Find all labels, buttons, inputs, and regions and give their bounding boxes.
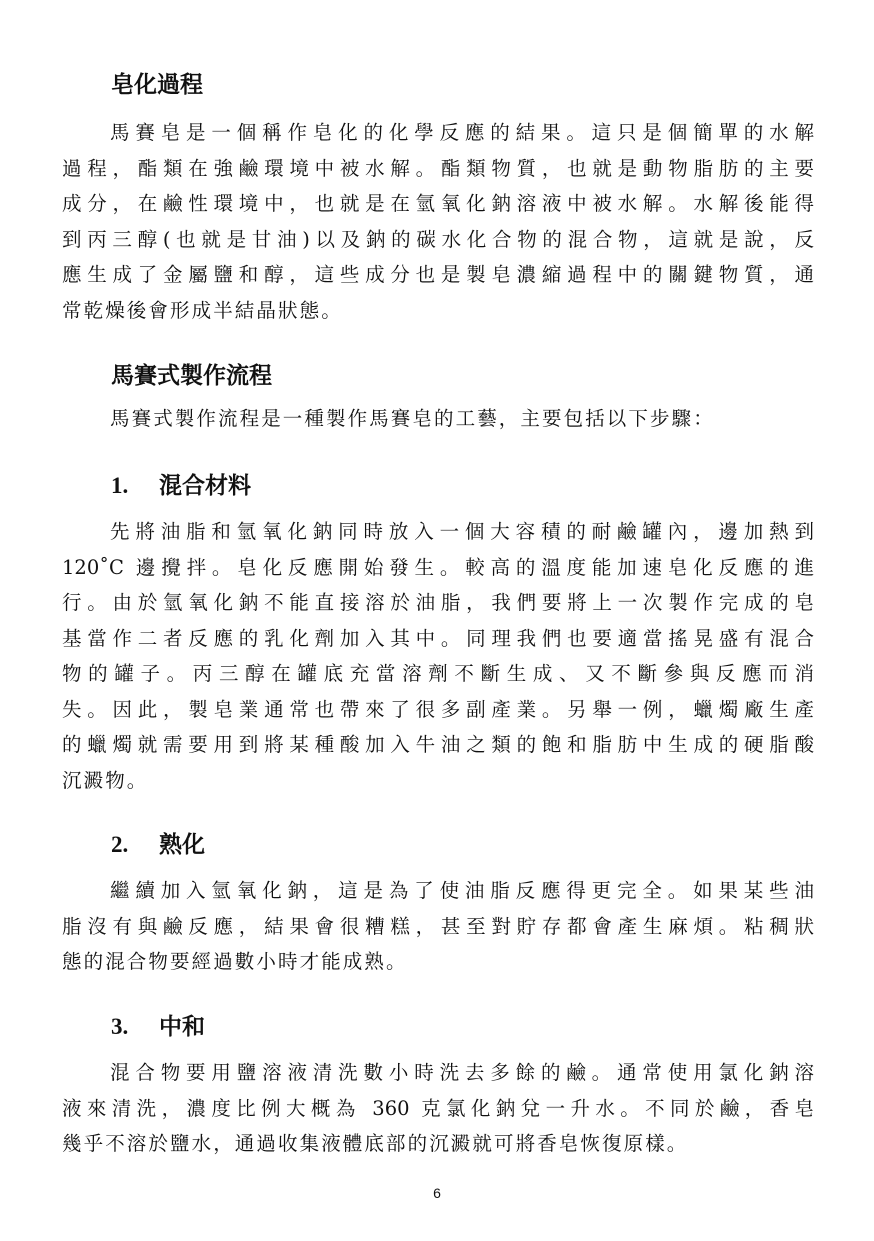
paragraph-line: 馬賽式製作流程是一種製作馬賽皂的工藝，主要包括以下步驟： (110, 407, 715, 430)
paragraph-saponification (62, 115, 814, 328)
paragraph-step-1 (62, 514, 814, 798)
paragraph-line: 基當作二者反應的乳化劑加入其中。同理我們也要適當搖晃盛有混合 (62, 626, 814, 650)
step-heading-3 (111, 1012, 205, 1042)
paragraph-line: 繼續加入氫氧化鈉，這是為了使油脂反應得更完全。如果某些油 (110, 879, 814, 902)
paragraph-line: 行。由於氫氧化鈉不能直接溶於油脂，我們要將上一次製作完成的皂 (62, 591, 814, 614)
step-number: 2. (111, 832, 129, 857)
step-title: 混合材料 (159, 473, 251, 499)
paragraph-line: 120˚C 邊攪拌。皂化反應開始發生。較高的溫度能加速皂化反應的進 (62, 555, 814, 579)
paragraph-line: 脂沒有與鹼反應，結果會很糟糕，甚至對貯存都會產生麻煩。粘稠狀 (62, 914, 814, 938)
paragraph-line: 的蠟燭就需要用到將某種酸加入牛油之類的飽和脂肪中生成的硬脂酸 (62, 733, 814, 756)
step-title: 中和 (159, 1014, 205, 1040)
paragraph-step-2 (62, 873, 814, 980)
paragraph-line: 應生成了金屬鹽和醇，這些成分也是製皂濃縮過程中的關鍵物質，通 (62, 263, 814, 286)
paragraph-line: 液來清洗，濃度比例大概為 360 克氯化鈉兌一升水。不同於鹼，香皂 (62, 1096, 814, 1120)
paragraph-line: 先將油脂和氫氧化鈉同時放入一個大容積的耐鹼罐內，邊加熱到 (110, 520, 814, 543)
step-heading-2 (111, 830, 205, 860)
step-heading-1 (111, 471, 251, 501)
paragraph-line: 沉澱物。 (62, 768, 149, 792)
paragraph-line: 失。因此，製皂業通常也帶來了很多副產業。另舉一例，蠟燭廠生產 (62, 697, 814, 721)
paragraph-line: 到丙三醇(也就是甘油)以及鈉的碳水化合物的混合物，這就是說，反 (62, 227, 814, 251)
paragraph-line: 態的混合物要經過數小時才能成熟。 (62, 950, 408, 973)
paragraph-line: 物的罐子。丙三醇在罐底充當溶劑不斷生成、又不斷參與反應而消 (62, 662, 814, 685)
paragraph-line: 混合物要用鹽溶液清洗數小時洗去多餘的鹼。通常使用氯化鈉溶 (110, 1061, 814, 1084)
paragraph-line: 幾乎不溶於鹽水，通過收集液體底部的沉澱就可將香皂恢復原樣。 (62, 1132, 689, 1155)
paragraph-step-3 (62, 1055, 814, 1162)
page-number: 6 (433, 1185, 441, 1201)
step-title: 熟化 (159, 832, 205, 858)
step-number: 1. (111, 473, 129, 498)
section-heading-process: 馬賽式製作流程 (111, 363, 272, 389)
paragraph-line: 過程，酯類在強鹼環境中被水解。酯類物質，也就是動物脂肪的主要 (62, 156, 814, 180)
paragraph-process-intro (62, 401, 814, 437)
paragraph-line: 常乾燥後會形成半結晶狀態。 (62, 298, 343, 322)
step-number: 3. (111, 1014, 129, 1039)
paragraph-line: 馬賽皂是一個稱作皂化的化學反應的結果。這只是個簡單的水解 (110, 121, 814, 144)
paragraph-line: 成分，在鹼性環境中，也就是在氫氧化鈉溶液中被水解。水解後能得 (62, 192, 814, 215)
section-heading-saponification: 皂化過程 (111, 72, 203, 98)
